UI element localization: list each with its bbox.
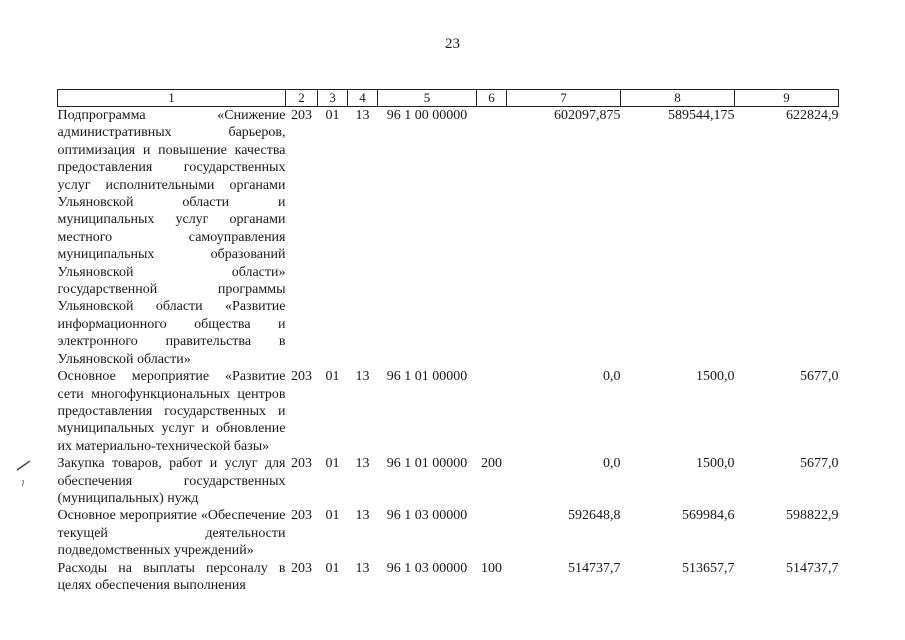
cell-amount-col7: 0,0 (603, 369, 621, 385)
row-name: Основное мероприятие «Развитие сети многофункциональных центров предоставления государственных и муниципальных услуг и обновление их материально-технической базы» (57, 369, 286, 454)
cell-amount-col8: 1500,0 (696, 369, 735, 385)
cell-admin-code: 203 (291, 108, 312, 123)
cell-section: 01 (325, 508, 340, 524)
cell-target-article: 96 1 00 00000 (386, 108, 468, 123)
cell-amount-col9: 514737,7 (786, 560, 839, 576)
cell-amount-col9: 5677,0 (800, 456, 839, 472)
cell-expense-type (477, 368, 507, 455)
table-row (58, 368, 839, 455)
cell-subsection: 13 (355, 560, 370, 576)
cell-amount-col7: 514737,7 (568, 560, 621, 576)
row-name: Расходы на выплаты персоналу в целях обеспечения выполнения (57, 560, 286, 593)
pen-mark-icon (14, 452, 34, 492)
cell-amount-col7: 602097,875 (554, 108, 621, 123)
column-header: 3 (318, 90, 348, 107)
column-header: 7 (507, 90, 621, 107)
column-header: 1 (58, 90, 286, 107)
cell-expense-type: 200 (481, 456, 502, 472)
cell-expense-type (477, 107, 507, 369)
header-row (58, 90, 839, 107)
budget-table (57, 89, 839, 594)
cell-amount-col9: 5677,0 (800, 369, 839, 385)
cell-section: 01 (325, 369, 340, 385)
cell-section: 01 (325, 456, 340, 472)
cell-section: 01 (325, 560, 340, 576)
table-row (58, 107, 839, 369)
cell-admin-code: 203 (291, 369, 312, 385)
row-name: Закупка товаров, работ и услуг для обеспечения государственных (муниципальных) нужд (57, 456, 286, 506)
row-name: Подпрограмма «Снижение административных барьеров, оптимизация и повышение качества предоставления государственных услуг исполнительными органами Ульяновской области и муниципальных услуг органами местного самоуправления муниципальных образований Ульяновской области» государственной программы Ульяновской области «Развитие информационного общества и электронного правительства в Ульяновской области» (57, 108, 286, 367)
cell-target-article: 96 1 03 00000 (386, 508, 468, 524)
table-row (58, 455, 839, 507)
row-name: Основное мероприятие «Обеспечение текущей деятельности подведомственных учреждений» (57, 508, 286, 559)
column-header: 5 (378, 90, 477, 107)
column-header: 8 (621, 90, 735, 107)
cell-amount-col8: 513657,7 (682, 560, 735, 576)
cell-target-article: 96 1 03 00000 (386, 560, 468, 576)
cell-expense-type: 100 (481, 560, 502, 576)
cell-subsection: 13 (355, 508, 370, 524)
column-header: 6 (477, 90, 507, 107)
cell-amount-col8: 1500,0 (696, 456, 735, 472)
cell-section: 01 (325, 108, 340, 123)
cell-amount-col9: 622824,9 (786, 108, 839, 123)
cell-expense-type (477, 507, 507, 559)
cell-admin-code: 203 (291, 456, 312, 472)
cell-subsection: 13 (355, 108, 370, 123)
cell-amount-col9: 598822,9 (786, 508, 839, 524)
table-row (58, 560, 839, 595)
page-number: 23 (445, 36, 460, 52)
cell-admin-code: 203 (291, 508, 312, 524)
column-header: 9 (735, 90, 839, 107)
cell-target-article: 96 1 01 00000 (386, 456, 468, 472)
table-row (58, 507, 839, 559)
cell-admin-code: 203 (291, 560, 312, 576)
cell-target-article: 96 1 01 00000 (386, 369, 468, 385)
column-header: 4 (348, 90, 378, 107)
column-header: 2 (286, 90, 318, 107)
cell-amount-col8: 589544,175 (668, 108, 735, 123)
cell-subsection: 13 (355, 369, 370, 385)
cell-amount-col7: 592648,8 (568, 508, 621, 524)
cell-amount-col8: 569984,6 (682, 508, 735, 524)
cell-amount-col7: 0,0 (603, 456, 621, 472)
cell-subsection: 13 (355, 456, 370, 472)
